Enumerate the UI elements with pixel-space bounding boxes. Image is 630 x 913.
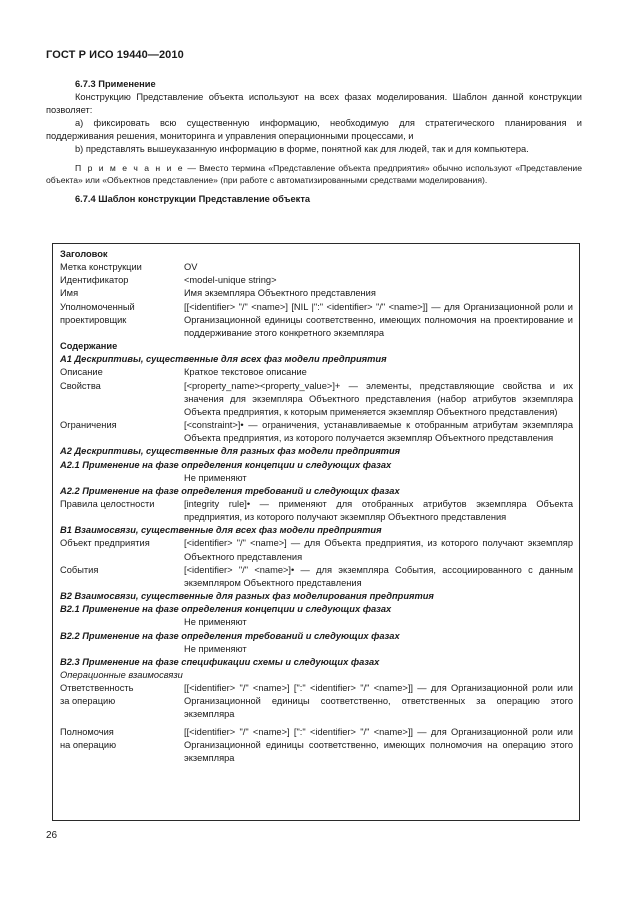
row-label-line: за операцию [60,696,116,707]
not-applicable: Не применяют [184,617,247,628]
row-label: Правила целостности [60,498,155,509]
section-6-7-3 [46,78,582,206]
row-label: Метка конструкции [60,262,142,273]
row-label: Свойства [60,380,101,391]
template-row [60,498,573,524]
not-applicable: Не применяют [184,643,247,654]
row-label: Описание [60,367,103,378]
operational-relations-label: Операционные взаимосвязи [60,670,183,680]
row-value: [integrity rule]• — применяют для отобранных атрибутов экземпляра Объекта предприятия, из которого получают экземпляр Объектного представления [184,498,573,523]
row-value: [<constraint>]• — ограничения, устанавливаемые к отобранным атрибутам экземпляра Объекта предприятия, из которого получается экземпляр Объектного представления [184,420,573,444]
row-value: [[<identifier> "/" <name>] [":" <identifier> "/" <name>]] — для Организационной роли или Организационной единицы соответственно, имеющих полномочия на операцию этого экземпляра [184,726,573,763]
template-row [60,274,573,287]
note-label: П р и м е ч а н и е [75,162,185,173]
template-row [60,682,573,721]
row-label: Объект предприятия [60,538,150,549]
subsection-heading: В2.2 Применение на фазе определения требований и следующих фазах [60,630,400,641]
document-header: ГОСТ Р ИСО 19440—2010 [46,49,184,61]
subsection-heading: А2.1 Применение на фазе определения концепции и следующих фазах [60,459,392,470]
template-row [60,301,573,340]
row-value: [[<identifier> "/" <name>] [NIL |":" <identifier> "/" <name>]] — для Организационной роли и Организационной единицы соответственно, имеющих полномочия на проектирование и поддерживание этого конкретного экземпляра [184,301,573,338]
paragraph: Конструкцию Представление объекта используют на всех фазах моделирования. Шаблон данной конструкции позволяет: [46,92,582,116]
subsection-heading: В2.3 Применение на фазе спецификации схемы и следующих фазах [60,656,380,667]
row-label-line: на операцию [60,739,117,750]
template-row [60,564,573,590]
row-value: Имя экземпляра Объектного представления [184,288,376,299]
row-value: <model-unique string> [184,275,277,286]
list-item-a: а) фиксировать всю существенную информацию, необходимую для стратегического планирования и поддерживания решения, мониторинга и управления операционными процессами, и [46,118,582,142]
not-applicable: Не применяют [184,472,247,483]
row-label: События [60,564,99,575]
subsection-heading: А2 Дескриптивы, существенные для разных фаз модели предприятия [60,446,401,457]
row-label: Идентификатор [60,275,129,286]
template-row [60,726,573,765]
construct-template-box [52,243,580,821]
template-row [60,380,573,419]
subsection-heading: В1 Взаимосвязи, существенные для всех фаз модели предприятия [60,525,382,536]
row-label-line: Ответственность [60,683,134,694]
row-label [60,726,184,765]
row-label [60,301,184,340]
note [46,162,582,187]
row-label-line: проектировщик [60,314,127,325]
row-label: Имя [60,288,79,299]
row-value: [[<identifier> "/" <name>] [":" <identifier> "/" <name>]] — для Организационной роли или Организационной единицы соответственно, ответственных за операцию этого экземпляра [184,683,573,720]
template-row [60,366,573,379]
row-value: Краткое текстовое описание [184,367,307,378]
subsection-heading: А2.2 Применение на фазе определения требований и следующих фазах [60,485,400,496]
template-row [60,537,573,563]
row-label [60,682,184,721]
section-heading: 6.7.4 Шаблон конструкции Представление объекта [75,194,311,205]
subsection-heading: В2 Взаимосвязи, существенные для разных фаз моделирования предприятия [60,591,434,602]
template-row [60,261,573,274]
row-value: OV [184,262,198,273]
template-row [60,287,573,300]
row-label: Ограничения [60,420,117,431]
template-row [60,419,573,445]
row-label-line: Уполномоченный [60,301,135,312]
template-header-title: Заголовок [60,249,108,259]
row-value: [<identifier> "/" <name>]• — для экземпляра События, ассоциированного с данным экземпляром Объектного представления [184,564,573,588]
template-content-title: Содержание [60,341,118,352]
row-label-line: Полномочия [60,726,114,737]
section-heading: 6.7.3 Применение [75,79,156,89]
row-value: [<identifier> "/" <name>] — для Объекта предприятия, из которого получают экземпляр Объектного представления [184,538,573,562]
note-text: — Вместо термина «Представление объекта предприятия» обычно используют «Представление объекта» или «Объектнов представление» (при работе с автоматизированными средствами моделирования). [46,162,583,185]
list-item-b: b) представлять вышеуказанную информацию в форме, понятной как для людей, так и для компьютера. [75,144,529,155]
subsection-heading: А1 Дескриптивы, существенные для всех фаз модели предприятия [60,354,387,365]
row-value: [<property_name><property_value>]+ — элементы, представляющие свойства и их значения для экземпляра Объектного представления (набор атрибутов экземпляра Объекта предприятия, к которым применяется экземпляр Объектного представления) [184,380,573,417]
subsection-heading: В2.1 Применение на фазе определения концепции и следующих фазах [60,604,392,615]
page-number: 26 [46,830,58,841]
